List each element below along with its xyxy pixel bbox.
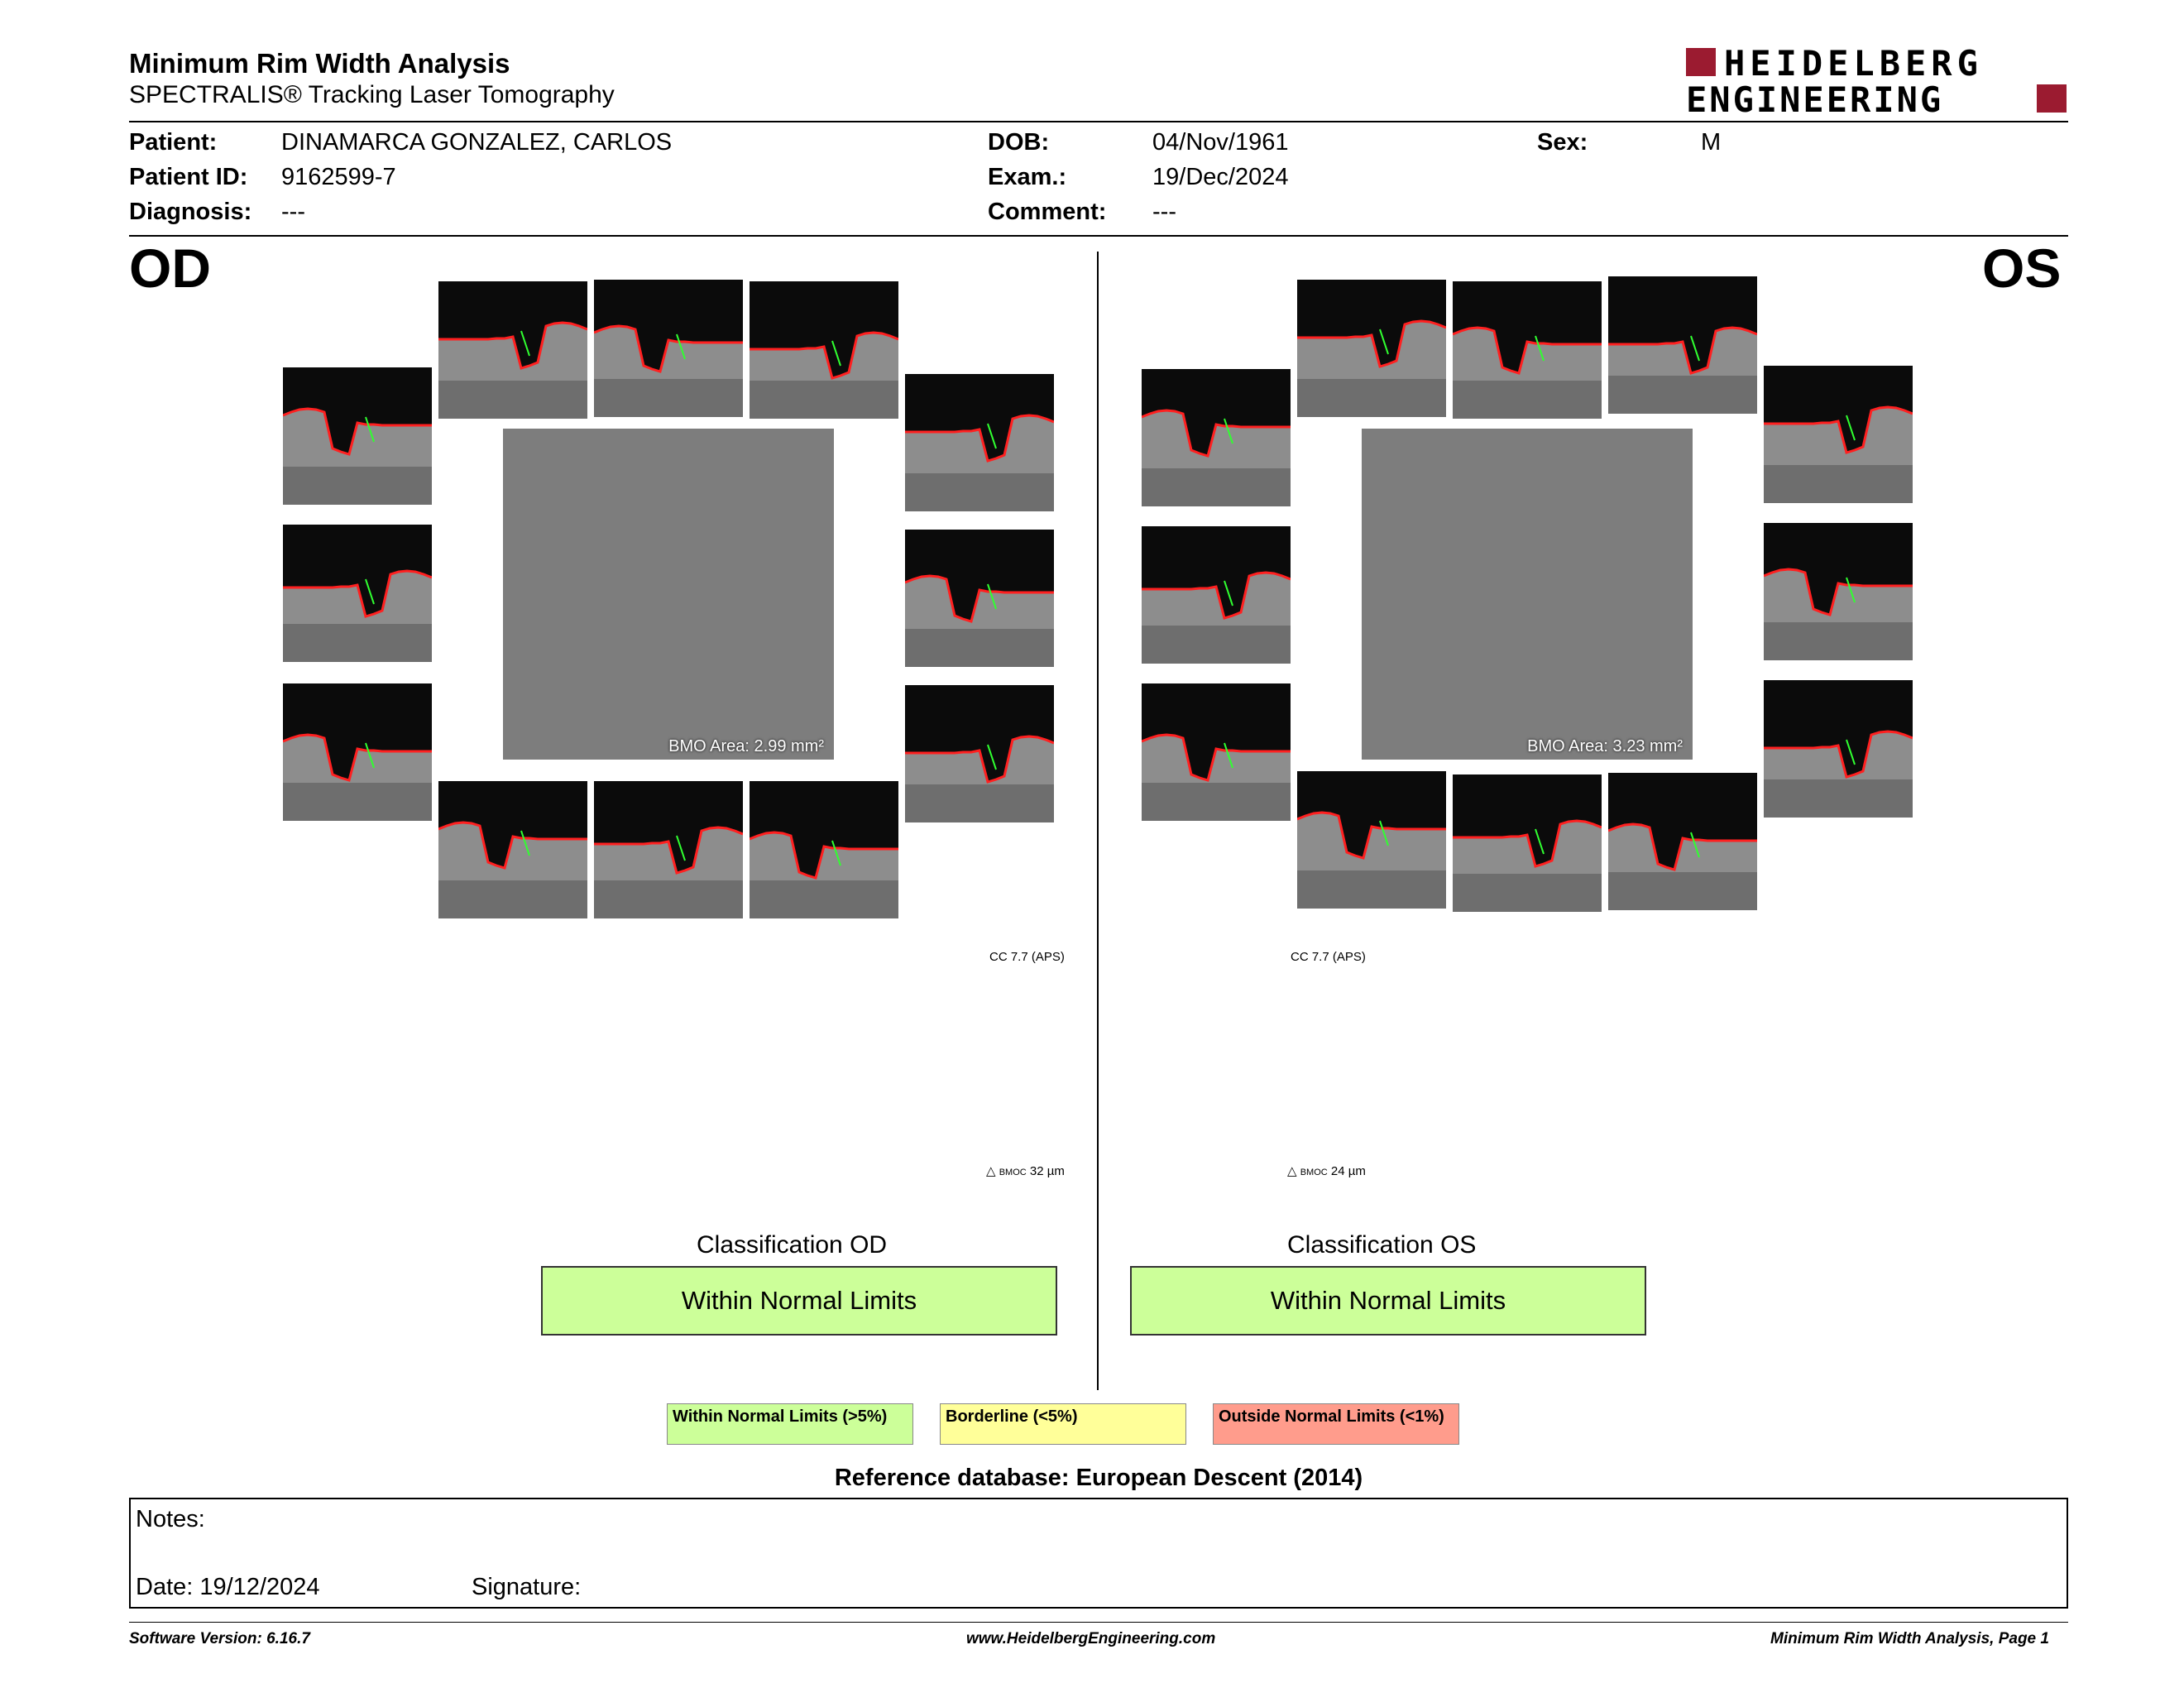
os-fundus-svg	[1362, 429, 1693, 760]
od-scan-top-2	[594, 280, 743, 417]
od-classification-title: Classification OD	[697, 1231, 888, 1259]
od-scan-right-1	[905, 374, 1054, 511]
od-scan-top-3	[750, 281, 898, 419]
oct-bscan-graphic	[1297, 771, 1446, 909]
software-version: Software Version: 6.16.7	[129, 1630, 310, 1647]
os-sector-chart	[1138, 958, 1370, 1190]
os-classification-title: Classification OS	[1287, 1231, 1477, 1259]
os-scan-top-1	[1297, 280, 1446, 417]
od-bmoc-value: 32 µm	[1029, 1164, 1065, 1178]
os-scan-top-3	[1608, 276, 1757, 414]
patient-id-label: Patient ID:	[129, 164, 248, 190]
od-scan-left-2	[283, 525, 432, 662]
heidelberg-logo	[1686, 43, 2067, 120]
od-sector-chart	[839, 958, 1070, 1190]
legend-borderline-label: Borderline (<5%)	[946, 1407, 1078, 1426]
od-bmoc-label: BMOC	[999, 1168, 1027, 1177]
os-classification-box	[1130, 1266, 1646, 1336]
od-bmo-area: BMO Area: 2.99 mm²	[668, 737, 824, 755]
od-scan-bottom-2	[594, 781, 743, 918]
os-label: OS	[1982, 237, 2062, 299]
od-classification-value: Within Normal Limits	[681, 1286, 917, 1315]
od-fundus-svg	[503, 429, 834, 760]
logo-line-2: ENGINEERING	[1686, 79, 1944, 120]
dob-label: DOB:	[988, 129, 1050, 156]
page-label: Minimum Rim Width Analysis, Page 1	[1770, 1630, 2049, 1647]
logo-line-1: HEIDELBERG	[1724, 43, 1983, 84]
od-scan-right-3	[905, 685, 1054, 822]
od-label: OD	[129, 237, 211, 299]
diagnosis-label: Diagnosis:	[129, 199, 252, 225]
reference-database: Reference database: European Descent (2014)	[834, 1465, 1363, 1491]
os-scan-right-2	[1764, 523, 1913, 660]
oct-bscan-graphic	[1297, 280, 1446, 417]
website: www.HeidelbergEngineering.com	[966, 1630, 1216, 1647]
od-scan-top-1	[438, 281, 587, 419]
oct-bscan-graphic	[750, 281, 898, 419]
oct-bscan-graphic	[905, 530, 1054, 667]
header-rule	[129, 121, 2068, 122]
os-scan-right-3	[1764, 680, 1913, 818]
os-scan-bottom-2	[1453, 774, 1602, 912]
os-scan-right-1	[1764, 366, 1913, 503]
os-bmoc-label: BMOC	[1300, 1168, 1328, 1177]
od-cc-label: CC 7.7 (APS)	[989, 950, 1065, 964]
os-scan-left-3	[1142, 683, 1291, 821]
oct-bscan-graphic	[1764, 366, 1913, 503]
notes-signature: Signature:	[472, 1574, 582, 1600]
dob-value: 04/Nov/1961	[1152, 129, 1289, 156]
footer-rule	[129, 1622, 2068, 1623]
oct-bscan-graphic	[905, 685, 1054, 822]
exam-label: Exam.:	[988, 164, 1067, 190]
oct-bscan-graphic	[1608, 276, 1757, 414]
os-scan-left-1	[1142, 369, 1291, 506]
oct-bscan-graphic	[1142, 683, 1291, 821]
od-mrw-chart	[190, 952, 836, 1233]
oct-bscan-graphic	[283, 683, 432, 821]
oct-bscan-graphic	[1142, 369, 1291, 506]
report-title: Minimum Rim Width Analysis	[129, 48, 510, 79]
sex-label: Sex:	[1537, 129, 1588, 156]
oct-bscan-graphic	[283, 367, 432, 505]
oct-bscan-graphic	[1453, 774, 1602, 912]
oct-bscan-graphic	[438, 781, 587, 918]
oct-bscan-graphic	[750, 781, 898, 918]
od-scan-bottom-1	[438, 781, 587, 918]
notes-label: Notes:	[136, 1506, 205, 1532]
os-scan-left-2	[1142, 526, 1291, 664]
os-bmoc-value: 24 µm	[1330, 1164, 1366, 1178]
os-scan-top-2	[1453, 281, 1602, 419]
od-scan-left-3	[283, 683, 432, 821]
od-scan-right-2	[905, 530, 1054, 667]
od-fundus-image	[503, 429, 834, 760]
oct-bscan-graphic	[594, 781, 743, 918]
delta-icon: △	[986, 1164, 996, 1178]
os-bmoc-delta	[1287, 1163, 1366, 1178]
os-scan-bottom-1	[1297, 771, 1446, 909]
os-fundus-image	[1362, 429, 1693, 760]
diagnosis-value: ---	[281, 199, 305, 225]
od-scan-bottom-3	[750, 781, 898, 918]
legend-normal	[667, 1403, 913, 1445]
os-cc-label: CC 7.7 (APS)	[1291, 950, 1366, 964]
legend-outside-label: Outside Normal Limits (<1%)	[1219, 1407, 1444, 1426]
oct-bscan-graphic	[1453, 281, 1602, 419]
oct-bscan-graphic	[1142, 526, 1291, 664]
os-bmo-area: BMO Area: 3.23 mm²	[1527, 737, 1683, 755]
comment-value: ---	[1152, 199, 1176, 225]
od-bmoc-delta	[986, 1163, 1065, 1178]
patient-rule	[129, 235, 2068, 237]
comment-label: Comment:	[988, 199, 1107, 225]
report-subtitle: SPECTRALIS® Tracking Laser Tomography	[129, 81, 615, 108]
os-scan-bottom-3	[1608, 773, 1757, 910]
notes-box	[129, 1498, 2068, 1609]
oct-bscan-graphic	[1764, 523, 1913, 660]
oct-bscan-graphic	[438, 281, 587, 419]
sex-value: M	[1701, 129, 1722, 156]
legend-normal-label: Within Normal Limits (>5%)	[673, 1407, 888, 1426]
eye-divider	[1097, 252, 1099, 1390]
notes-date: Date: 19/12/2024	[136, 1574, 320, 1600]
exam-value: 19/Dec/2024	[1152, 164, 1289, 190]
patient-name: DINAMARCA GONZALEZ, CARLOS	[281, 129, 673, 156]
oct-bscan-graphic	[594, 280, 743, 417]
oct-bscan-graphic	[1764, 680, 1913, 818]
legend-borderline	[940, 1403, 1186, 1445]
od-classification-box	[541, 1266, 1057, 1336]
legend-outside	[1213, 1403, 1459, 1445]
os-mrw-chart	[1357, 952, 2002, 1233]
oct-bscan-graphic	[1608, 773, 1757, 910]
delta-icon: △	[1287, 1164, 1297, 1178]
patient-id: 9162599-7	[281, 164, 396, 190]
patient-label: Patient:	[129, 129, 218, 156]
od-scan-left-1	[283, 367, 432, 505]
oct-bscan-graphic	[283, 525, 432, 662]
oct-bscan-graphic	[905, 374, 1054, 511]
os-classification-value: Within Normal Limits	[1270, 1286, 1506, 1315]
